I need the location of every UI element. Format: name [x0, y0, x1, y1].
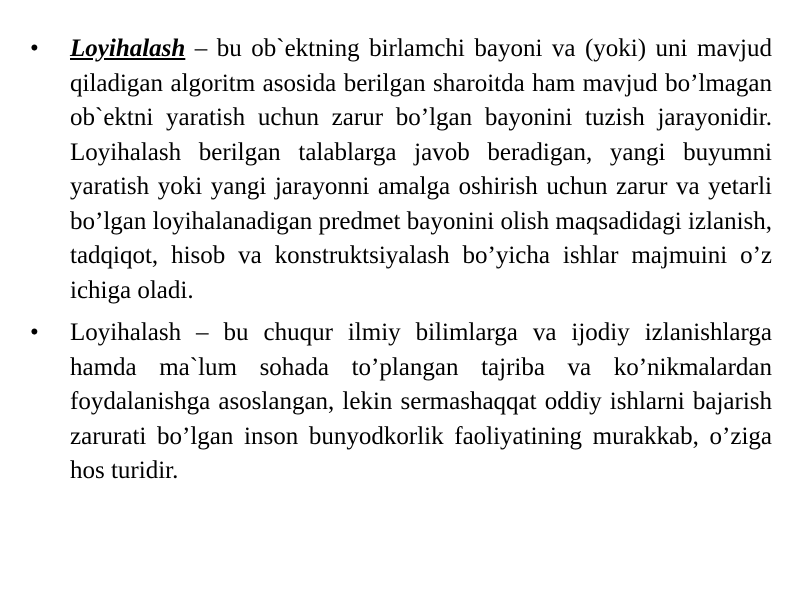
- description-text: Loyihalash – bu chuqur ilmiy bilimlarga va ijodiy izlanishlarga hamda ma`lum sohada to’plangan tajriba va ko’nikmalardan foydalanishga asoslangan, lekin sermashaqqat oddiy ishlarni bajarish zarurati bo’lgan inson bunyodkorlik faoliyatining murakkab, o’ziga hos turidir.: [70, 319, 772, 484]
- bullet-list: [30, 32, 772, 489]
- definition-text: – bu ob`ektning birlamchi bayoni va (yoki) uni mavjud qiladigan algoritm asosida berilgan sharoitda ham mavjud bo’lmagan ob`ektni yaratish uchun zarur bo’lgan bayonini tuzish jarayonidir. Loyihalash berilgan talablarga javob beradigan, yangi buyumni yaratish yoki yangi jarayonni amalga oshirish uchun zarur va yetarli bo’lgan loyihalanadigan predmet bayonini olish maqsadidagi izlanish, tadqiqot, hisob va konstruktsiyalash bo’yicha ishlar majmuini o’z ichiga oladi.: [70, 35, 772, 304]
- bullet-marker: •: [30, 35, 39, 62]
- bullet-item-definition: [30, 32, 772, 308]
- bullet-marker: •: [30, 319, 39, 346]
- bullet-item-description: [30, 316, 772, 489]
- term-loyihalash: Loyihalash: [70, 35, 186, 62]
